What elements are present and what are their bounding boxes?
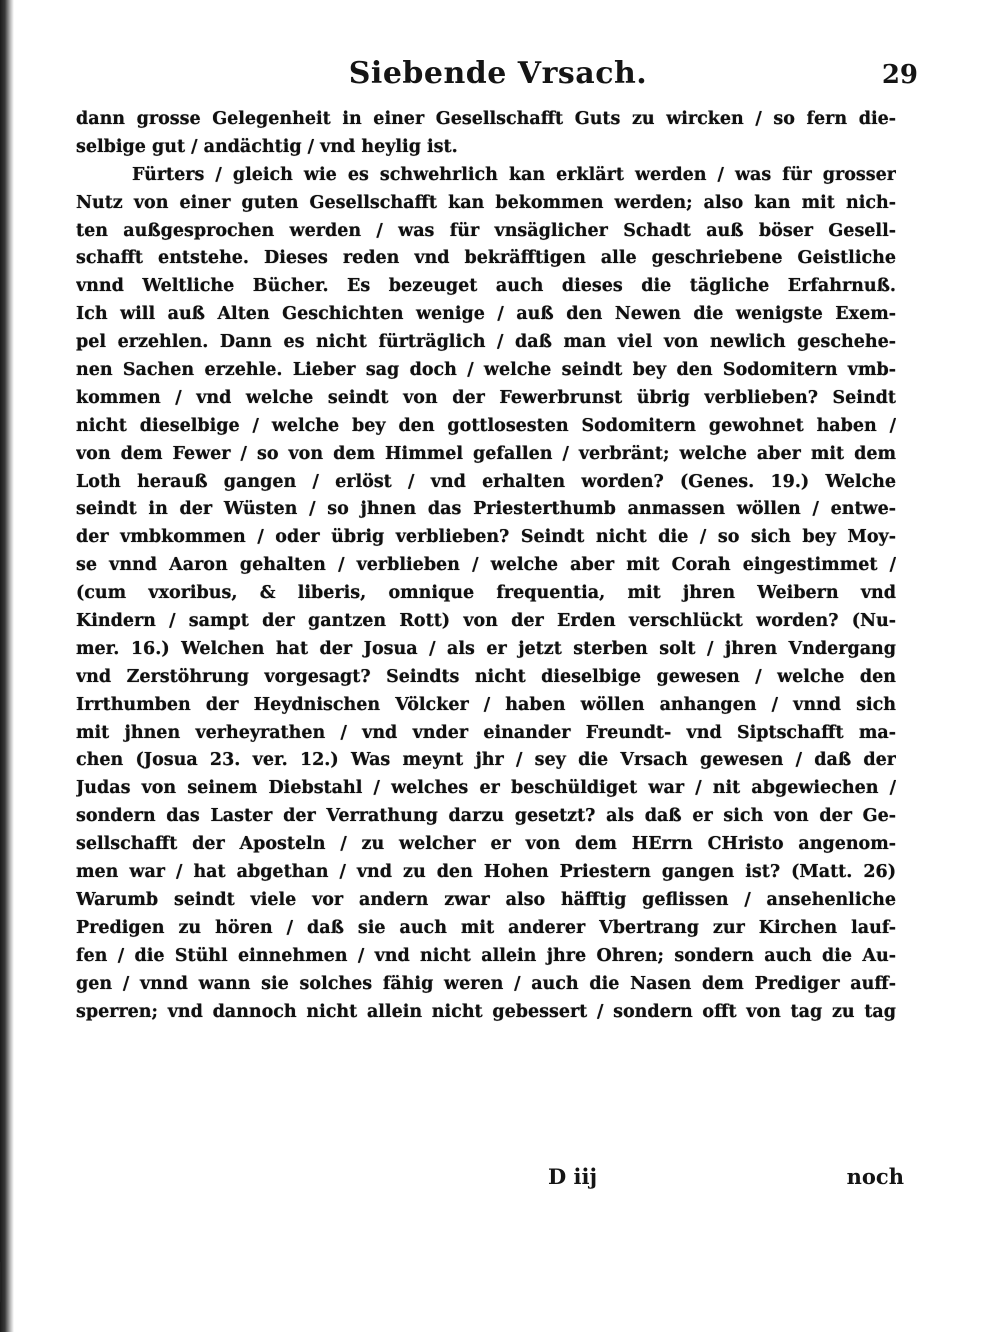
text-line: Kindern / sampt der gantzen Rott) von der Erden verschlückt worden? (Nu- (76, 611, 896, 632)
text-line: Predigen zu hören / daß sie auch mit anderer Vbertrang zur Kirchen lauf- (76, 917, 896, 938)
text-line: der vmbkommen / oder übrig verblieben? Seindt nicht die / so sich bey Moy- (76, 527, 896, 548)
text-line: Irrthumben der Heydnischen Völcker / haben wöllen anhangen / vnnd sich (76, 694, 896, 715)
text-line: chen (Josua 23. ver. 12.) Was meynt jhr / sey die Vrsach gewesen / daß der (76, 750, 896, 771)
text-line: schafft entstehe. Dieses reden vnd bekräfftigen alle geschriebene Geistliche (76, 248, 896, 269)
text-line: dann grosse Gelegenheit in einer Gesellschafft Guts zu wircken / so fern die- (76, 109, 896, 129)
text-line: sellschafft der Aposteln / zu welcher er von dem HErrn CHristo angenom- (76, 834, 896, 855)
text-line: nen Sachen erzehle. Lieber sag doch / welche seindt bey den Sodomitern vmb- (76, 360, 896, 381)
text-line: Nutz von einer guten Gesellschafft kan bekommen werden; also kan mit nich- (76, 192, 896, 213)
running-head: Siebende Vrsach. (348, 56, 648, 91)
text-line: gen / vnnd wann sie solches fähig weren / auch die Nasen dem Prediger auff- (76, 973, 896, 994)
text-line: mit jhnen verheyrathen / vnd vnder einander Freundt- vnd Siptschafft ma- (76, 722, 896, 743)
text-line: sondern das Laster der Verrathung darzu gesetzt? als daß er sich von der Ge- (76, 806, 896, 827)
page-number: 29 (881, 60, 918, 90)
text-line: Judas von seinem Diebstahl / welches er beschüldiget war / nit abgewiechen / (76, 778, 896, 799)
page-binding-edge (0, 0, 14, 1332)
text-line: Warumb seindt viele vor andern zwar also häfftig geflissen / ansehenliche (76, 889, 896, 910)
page-header (58, 56, 938, 100)
body-text (76, 106, 896, 1026)
book-page (58, 36, 958, 1292)
text-line: men war / hat abgethan / vnd zu den Hohen Priestern gangen ist? (Matt. 26) (76, 862, 896, 883)
text-line: Fürters / gleich wie es schwehrlich kan erklärt werden / was für grosser (132, 164, 896, 185)
text-line: mer. 16.) Welchen hat der Josua / als er jetzt sterben solt / jhren Vndergang (76, 638, 896, 659)
page-footer (58, 1164, 918, 1204)
text-line: Loth herauß gangen / erlöst / vnd erhalten worden? (Genes. 19.) Welche (76, 471, 896, 492)
text-line: kommen / vnd welche seindt von der Fewerbrunst übrig verblieben? Seindt (76, 387, 896, 408)
text-line: vnd Zerstöhrung vorgesagt? Seindts nicht dieselbige gewesen / welche den (76, 666, 896, 687)
text-line: pel erzehlen. Dann es nicht fürträglich / daß man viel von newlich geschehe- (76, 332, 896, 353)
signature-mark: D iij (548, 1164, 598, 1189)
text-line: se vnnd Aaron gehalten / verblieben / welche aber mit Corah eingestimmet / (76, 555, 896, 576)
text-line: Ich will auß Alten Geschichten wenige / auß den Newen die wenigste Exem- (76, 304, 896, 325)
text-line: sperren; vnd dannoch nicht allein nicht gebessert / sondern offt von tag zu tag (76, 1001, 896, 1022)
text-line: von dem Fewer / so von dem Himmel gefallen / verbränt; welche aber mit dem (76, 443, 896, 464)
text-line: vnnd Weltliche Bücher. Es bezeuget auch dieses die tägliche Erfahrnuß. (76, 276, 896, 297)
text-line: fen / die Stühl einnehmen / vnd nicht allein jhre Ohren; sondern auch die Au- (76, 945, 896, 966)
catchword: noch (846, 1164, 904, 1189)
text-line: seindt in der Wüsten / so jhnen das Priesterthumb anmassen wöllen / entwe- (76, 499, 896, 520)
page-corner-curl (0, 1262, 16, 1302)
text-line: (cum vxoribus, & liberis, omnique frequentia, mit jhren Weibern vnd (76, 583, 896, 604)
text-line: nicht dieselbige / welche bey den gottlosesten Sodomitern gewohnet haben / (76, 415, 896, 436)
text-line: selbige gut / andächtig / vnd heylig ist. (76, 136, 458, 157)
text-line: ten außgesprochen werden / was für vnsäglicher Schadt auß böser Gesell- (76, 220, 896, 241)
